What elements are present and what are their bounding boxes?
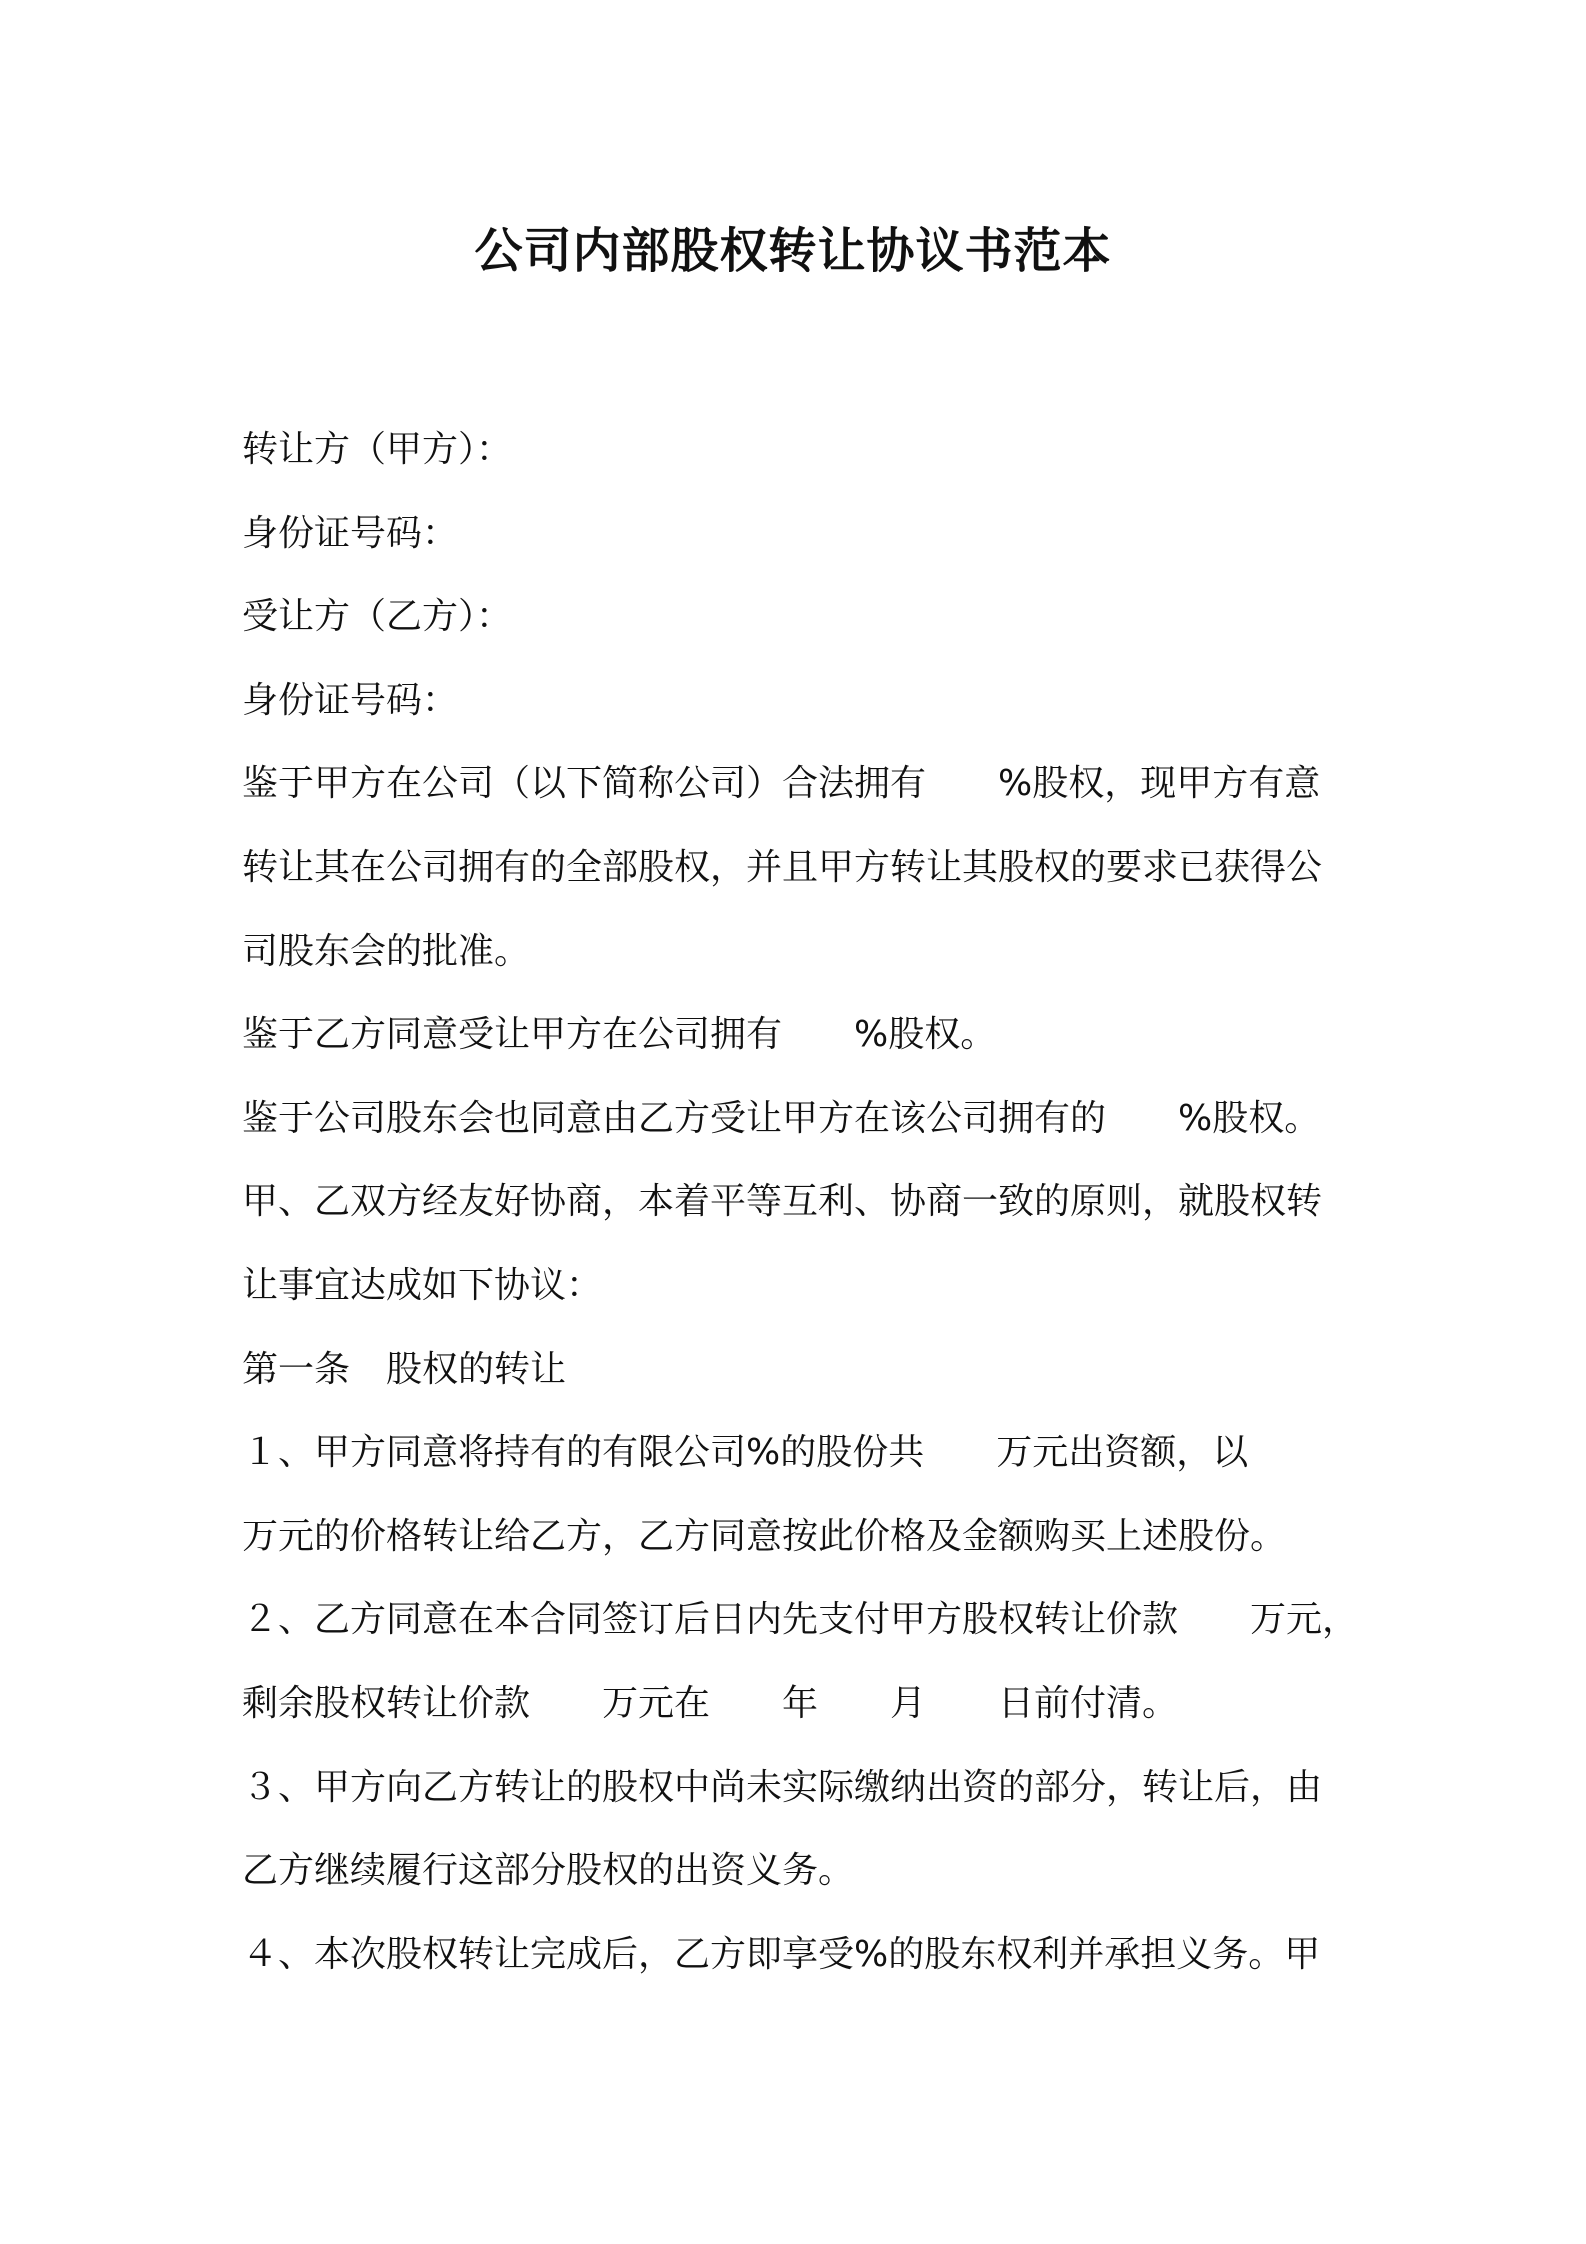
document-body <box>242 408 1362 1996</box>
clause-4-line-1: ４、本次股权转让完成后，乙方即享受%的股东权利并承担义务。甲 <box>242 1933 1321 1975</box>
recital-2-line: 鉴于乙方同意受让甲方在公司拥有 %股权。 <box>242 1014 997 1056</box>
clause-1-line-1: １、甲方同意将持有的有限公司%的股份共 万元出资额，以 <box>242 1432 1249 1474</box>
agreement-intro-line-1: 甲、乙双方经友好协商，本着平等互利、协商一致的原则，就股权转 <box>242 1181 1323 1223</box>
clause-3-line-1: ３、甲方向乙方转让的股权中尚未实际缴纳出资的部分，转让后，由 <box>242 1766 1323 1808</box>
agreement-intro-line-2: 让事宜达成如下协议： <box>242 1264 603 1306</box>
transferee-id-line: 身份证号码： <box>242 679 459 721</box>
transferor-party-line: 转让方（甲方）： <box>242 429 513 470</box>
recital-1-line-1: 鉴于甲方在公司（以下简称公司）合法拥有 %股权，现甲方有意 <box>242 763 1321 805</box>
clause-1-line-2: 万元的价格转让给乙方，乙方同意按此价格及金额购买上述股份。 <box>242 1515 1287 1557</box>
transferee-party-line: 受让方（乙方）： <box>242 596 513 638</box>
article-1-heading: 第一条 股权的转让 <box>242 1348 567 1390</box>
recital-1-line-3: 司股东会的批准。 <box>242 930 531 972</box>
document-title: 公司内部股权转让协议书范本 <box>474 223 1112 279</box>
clause-3-line-2: 乙方继续履行这部分股权的出资义务。 <box>242 1850 855 1892</box>
recital-1-line-2: 转让其在公司拥有的全部股权，并且甲方转让其股权的要求已获得公 <box>242 846 1323 888</box>
clause-2-line-1: ２、乙方同意在本合同签订后日内先支付甲方股权转让价款 万元， <box>242 1599 1359 1641</box>
clause-2-line-2: 剩余股权转让价款 万元在 年 月 日前付清。 <box>242 1682 1179 1724</box>
recital-3-line: 鉴于公司股东会也同意由乙方受让甲方在该公司拥有的 %股权。 <box>242 1097 1321 1139</box>
transferor-id-line: 身份证号码： <box>242 512 459 554</box>
